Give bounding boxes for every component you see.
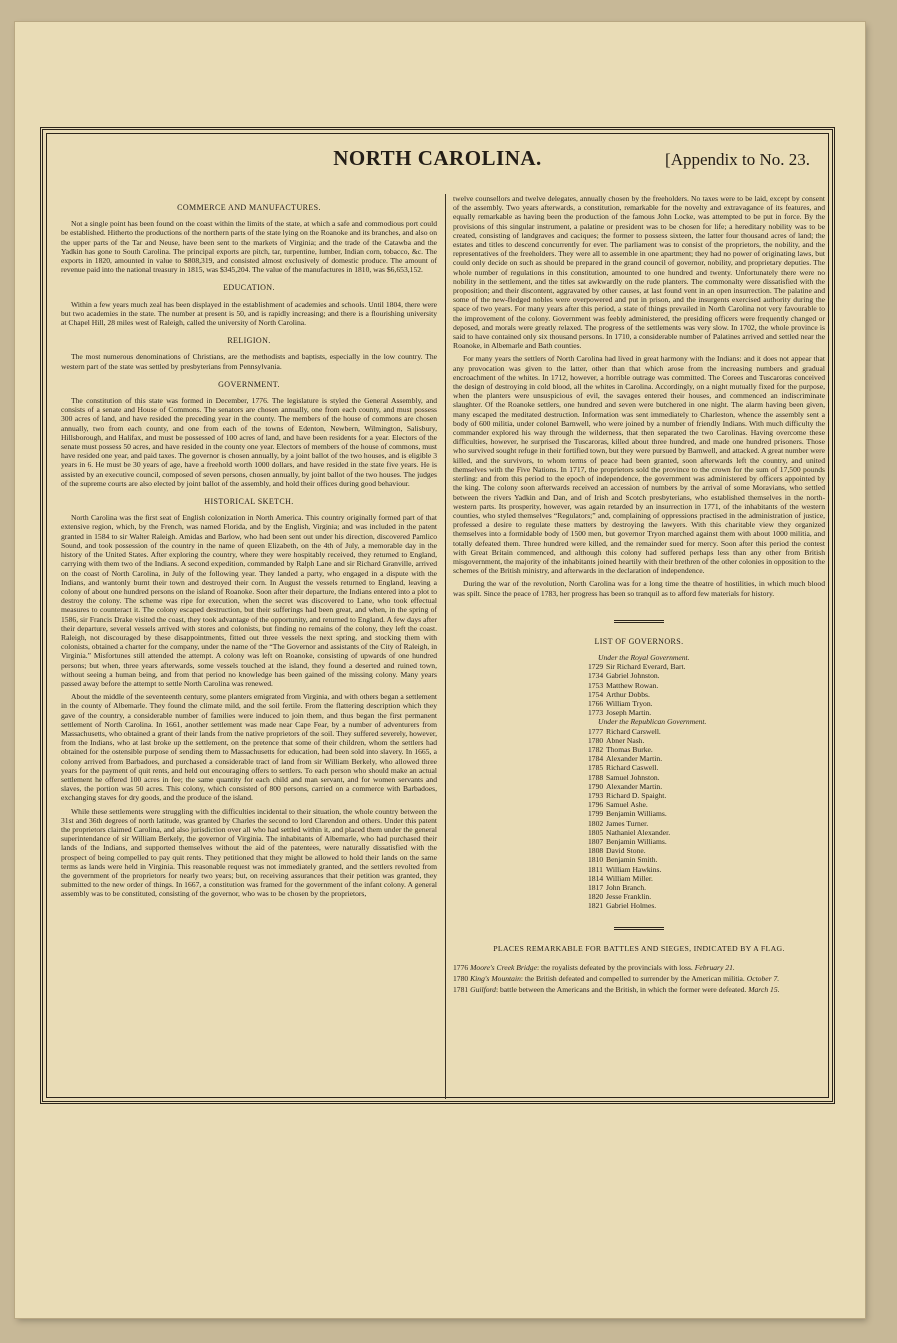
governor-name: Arthur Dobbs.	[606, 689, 650, 699]
governor-name: Richard D. Spaight.	[606, 790, 667, 800]
governor-entry	[588, 662, 825, 671]
governor-name: Alexander Martin.	[606, 754, 663, 764]
governor-name: Thomas Burke.	[606, 744, 653, 754]
governor-year: 1766	[588, 698, 604, 708]
royal-governors	[588, 662, 825, 717]
battle-place: Moore's Creek Bridge	[470, 962, 537, 972]
governor-entry	[588, 736, 825, 745]
governor-name: John Branch.	[606, 883, 647, 893]
governor-name: David Stone.	[606, 846, 646, 856]
governor-name: Richard Caswell.	[606, 763, 659, 773]
governor-year: 1777	[588, 726, 604, 736]
governor-year: 1785	[588, 763, 604, 773]
battle-year: 1776	[453, 962, 471, 972]
governor-year: 1753	[588, 680, 604, 690]
governor-name: James Turner.	[606, 818, 649, 828]
history-paragraph: While these settlements were struggling with the difficulties incidental to their situation, the whole country between the 31st and 36th degrees of north latitude, was granted by Charles the second to lord Clarendon and others. Under this patent the proprietors claimed Carolina, and also jurisdiction over all who had settled within it, and placed them under the general superintendance of sir William Berkely, the governor of Virginia. The inhabitants of Albemarle, who had purchased their lands of the Indians, and supported themselves without the aid of the patentees, were naturally dissatisfied with the prospect of being compelled to pay quit rents. They petitioned that they might be allowed to hold their lands on the same terms as lands were held in Virginia. This reasonable request was not immediately granted, and the settlers revolted from the government of the proprietors for nearly two years; but, on receiving assurances that their petition was granted, they submitted to the new order of things. In 1667, a constitution was framed for the government of the infant colony. A general assembly was to be constituted, consisting of the governor, who was to be chosen by the proprietors,	[61, 806, 437, 899]
governor-entry	[588, 745, 825, 754]
battle-description: : the British defeated and compelled to surrender by the American militia.	[520, 974, 747, 984]
republican-government-heading: Under the Republican Government.	[598, 717, 707, 727]
government-text: The constitution of this state was formed in December, 1776. The legislature is styled the General Assembly, and consists of a senate and House of Commons. The senators are chosen annually, one from each county, and must possess 300 acres of land, and have resided the preceding year in the county. The members of the house of commons are chosen annually, two from each county, and one from each of the towns of Edenton, Newbern, Wilmington, Salisbury, Hillsborough, and Halifax, and must be possessed of 100 acres of land, and have been residents for a year. Electors of the senate must possess 50 acres, and have resided in the county one year. Electors of members of the house of commons, must have resided one year, and paid taxes. The governor is chosen annually, by a joint ballot of the two houses, and is eligible 3 years in 6. He must be 30 years of age, have a freehold worth 1000 dollars, and have resided in the state five years. He is assisted by an executive council, composed of seven persons, chosen annually, by joint ballot of the two houses. The judges of the supreme courts are also elected by joint ballot of the assembly, and hold their offices during good behaviour.	[61, 396, 437, 488]
governor-name: Benjamin Smith.	[606, 855, 658, 865]
governor-name: Samuel Ashe.	[606, 800, 648, 810]
governor-entry	[588, 901, 825, 910]
governor-year: 1790	[588, 781, 604, 791]
royal-government-heading: Under the Royal Government.	[598, 652, 690, 662]
battle-year: 1781	[453, 985, 471, 995]
places-list	[453, 963, 825, 995]
governor-entry	[588, 763, 825, 772]
governor-entry	[588, 800, 825, 809]
governor-year: 1814	[588, 873, 604, 883]
section-rule	[614, 620, 664, 625]
left-column	[61, 194, 437, 903]
appendix-label: [Appendix to No. 23.	[665, 150, 810, 169]
governor-year: 1805	[588, 827, 604, 837]
governor-name: Gabriel Holmes.	[606, 901, 657, 911]
governor-name: Benjamin Williams.	[606, 837, 667, 846]
governor-entry	[588, 874, 825, 883]
governor-name: Sir Richard Everard, Bart.	[606, 662, 686, 672]
section-rule	[614, 927, 664, 932]
history-paragraph: twelve counsellors and twelve delegates, annually chosen by the freeholders. No taxes were to be laid, except by consent of the assembly. Two years afterwards, a constitution, remarkable for the novelty and extravagance of its features, and equally remarkable as having been the production of the famous John Locke, was attempted to be put in force. By the provisions of this singular instrument, a palatine or president was to be chosen for life; a hereditary nobility was to be created, consisting of landgraves and caciques; the former to possess sixteen, the latter four thousand acres of land; the estates and titles to descend concurrently for ever. The parliament was to consist of the proprietors, the nobility, and the representatives of the freeholders. They were all to assemble in one apartment; they had no power of originating laws, but could only decide on such as should be prepared in the grand council of governor, nobility, and proprietary deputies. The whole number of regulations in this constitution, amounted to one hundred and twenty. Unfortunately there were no nobility in the settlement, and the titles sat awkwardly on the rude planters. The commonalty were dissatisfied with the proposition; and their discontent, aggravated by other causes, at last found vent in an open insurrection. The palatine and some of the new-fledged nobles were overpowered and put in prison, and the insurgents exercised authority during the space of two years. For many years after this period, a state of things prevailed in North Carolina not very favourable to the improvement of the colony. Government was feebly administered, the presiding officers were frequently changed or deposed, and morals were greatly relaxed. The progress of the settlements was very slow. In 1702, the whole province is said to have contained only six thousand persons. In 1710, a considerable number of Palatines arrived and settled near the Roanoke, in Albemarle and Bath counties.	[453, 194, 825, 351]
battle-date: October 7.	[746, 974, 780, 984]
governor-entry	[588, 708, 825, 717]
governor-year: 1820	[588, 892, 604, 902]
governor-name: Matthew Rowan.	[606, 680, 659, 690]
education-text: Within a few years much zeal has been displayed in the establishment of academies and schools. Until 1804, there were but two academies in the state. The number at present is 50, and is rapidly increasing; and there is a flourishing university at Chapel Hill, 28 miles west of Raleigh, called the university of North Carolina.	[61, 299, 437, 328]
governor-year: 1796	[588, 800, 604, 810]
governor-year: 1799	[588, 809, 604, 819]
governor-year: 1782	[588, 744, 604, 754]
battle-place: Guilford	[470, 985, 496, 995]
education-heading: EDUCATION.	[223, 283, 275, 293]
governor-name: Gabriel Johnston.	[606, 671, 660, 681]
governor-entry	[588, 865, 825, 874]
governor-year: 1788	[588, 772, 604, 782]
governor-name: Abner Nash.	[606, 735, 645, 745]
governor-entry	[588, 837, 825, 846]
governor-entry	[588, 699, 825, 708]
governor-year: 1810	[588, 855, 604, 865]
governor-year: 1780	[588, 735, 604, 745]
page-title: NORTH CAROLINA.	[333, 146, 542, 170]
commerce-heading: COMMERCE AND MANUFACTURES.	[177, 203, 321, 212]
battle-description: : the royalists defeated by the provincials with loss.	[536, 962, 695, 972]
governor-name: Jesse Franklin.	[606, 892, 652, 902]
governor-year: 1808	[588, 846, 604, 856]
history-paragraph: During the war of the revolution, North Carolina was for a long time the theatre of hostilities, in which much blood was spilt. Since the peace of 1783, her progress has been so tranquil as to afford few materials for history.	[453, 579, 825, 598]
religion-text: The most numerous denominations of Christians, are the methodists and baptists, especially in the low country. The western part of the state was settled by presbyterians from Pennsylvania.	[61, 352, 437, 371]
governor-year: 1802	[588, 818, 604, 828]
governor-entry	[588, 883, 825, 892]
history-paragraph: North Carolina was the first seat of English colonization in North America. This country originally formed part of that extensive region, which, by the French, was named Florida, and by the English, Virginia; and was included in the patent granted in 1584 to sir Walter Raleigh. Amidas and Barlow, who had been sent out under his direction, discovered Pamlico Sound, and took possession of the country in the name of queen Elizabeth, on the 4th of July, a memorable day in the history of the United States. After exploring the country, where they were hospitably received, they returned to England, carrying with them two of the Indians. A second expedition, commanded by Ralph Lane and sir Richard Granville, arrived on the coast of North Carolina, in July of the following year. They landed a party, who engaged in a dispute with the Indians, and wantonly burnt their town and destroyed their corn. In August the vessels returned to England, leaving a colony of about one hundred persons on the island of Roanoke. Soon after their departure, the Indians entered into a plot to destroy the colony. The scheme was ripe for execution, when the secret was discovered to Lane, who took effectual measures to counteract it. The colony escaped destruction, but their sufferings had been great, and when, in the spring of 1586, sir Francis Drake visited the coast, they took advantage of the opportunity, and returned to England. A few days after their departure, several vessels arrived with stores and colonists, but finding no remains of the colony, they left the coast. Raleigh, not discouraged by these disappointments, fitted out three vessels the next spring, and stocking them with colonists, obtained a charter for the company, under the name of the “The Governor and assistants of the City of Raleigh, in Virginia.” Misfortunes still attended the attempt. A colony was left on Roanoke, consisting of upwards of one hundred persons; but when, three years afterwards, some vessels touched at the island, they found a deserted and ruined town, without seeing a human being, and from that period no knowledge has been gained of the missing colony. Many years passed away before the attempt to settle North Carolina was renewed.	[61, 513, 437, 688]
inner-frame	[46, 133, 829, 1098]
governor-year: 1773	[588, 708, 604, 718]
battle-date: February 21.	[694, 962, 735, 972]
governor-entry	[588, 809, 825, 818]
column-divider	[445, 194, 446, 1099]
governor-name: William Hawkins.	[606, 864, 662, 874]
document-page	[15, 22, 865, 1318]
governor-entry	[588, 892, 825, 901]
governor-year: 1811	[588, 864, 603, 874]
governor-entry	[588, 791, 825, 800]
bordered-frame	[40, 127, 835, 1104]
governor-name: Samuel Johnston.	[606, 772, 660, 782]
battle-entry	[453, 974, 825, 983]
governors-list	[588, 653, 825, 911]
governor-name: Richard Carswell.	[606, 726, 661, 736]
commerce-text: Not a single point has been found on the coast within the limits of the state, at which a safe and commodious port could be established. Hitherto the productions of the northern parts of the state lying on the Roanoke and its branches, and also on the upper parts of the Tar and Neuse, have been sent to the markets of Virginia; and the trade of the Catawba and the Yadkin has gone to South Carolina. The principal exports are pitch, tar, turpentine, lumber, Indian corn, tobacco, &c. The exports in 1820, amounted in value to $808,319, and consisted almost exclusively of domestic produce. The amount of revenue paid into the national treasury in 1815, was $345,204. The value of the manufactures in 1810, was $6,653,152.	[61, 219, 438, 275]
governor-year: 1754	[588, 689, 604, 699]
governor-year: 1729	[588, 662, 604, 672]
governor-entry	[588, 690, 825, 699]
governor-entry	[588, 773, 825, 782]
history-paragraph: About the middle of the seventeenth century, some planters emigrated from Virginia, and with others began a settlement in the county of Albemarle. They found the climate mild, and the soil fertile. From the flattering description which they gave of the country, a considerable number of families were induced to join them, and thus began the first permanent settlement of North Carolina. In 1661, another settlement was made near Cape Fear, by a number of adventurers from Massachusetts, who obtained a grant of their lands from the native proprietors of the soil. They suffered severely, however, from the Indians, who at last broke up the settlement, on the pretence that some of their children, whom the settlers had obtained for the ostensible purpose of sending them to Massachusetts for education, had been sold into slavery. In 1665, a colony arrived from Barbadoes, and purchased a considerable tract of land from sir William Berkely, who allowed three years for the payment of quit rents, and held out encouraging offers to settlers. To each person who should make an actual settlement he offered 100 acres in fee; the same quantity for each child and man servant, and for women servants and slaves, the portion was 50 acres. This colony, which consisted of 800 persons, carried on a commerce with Barbadoes, exchanging staves for dry goods, and the produce of the island.	[61, 692, 437, 803]
governor-entry	[588, 846, 825, 855]
governor-year: 1784	[588, 754, 604, 764]
governor-year: 1793	[588, 790, 604, 800]
battle-entry	[453, 985, 825, 994]
battle-place: King's Mountain	[470, 974, 521, 984]
governor-name: Joseph Martin.	[606, 708, 652, 718]
battle-description: : battle between the Americans and the British, in which the former were defeated.	[495, 985, 749, 995]
governor-entry	[588, 754, 825, 763]
history-heading: HISTORICAL SKETCH.	[204, 497, 294, 507]
governor-year: 1807	[588, 837, 604, 846]
republican-governors	[588, 727, 825, 911]
governor-entry	[588, 828, 825, 837]
governor-year: 1734	[588, 671, 604, 681]
right-column	[453, 194, 825, 996]
religion-heading: RELIGION.	[227, 336, 271, 346]
governor-entry	[588, 819, 825, 828]
governor-entry	[588, 782, 825, 791]
governors-heading: LIST OF GOVERNORS.	[594, 636, 684, 646]
history-paragraph: For many years the settlers of North Carolina had lived in great harmony with the Indians: and it does not appear that any provocation was given to the latter, other than that which arose from the increasing numbers and gradual encroachment of the whites. In 1712, however, a horrible outrage was committed. The Corees and Tuscaroras conceived the design of destroying in cold blood, all the whites in Carolina. Accordingly, on a night mutually fixed for the purpose, when the planters were unsuspicious of evil, the savages entered their houses, and commenced an indiscriminate slaughter. Of the Roanoke settlers, one hundred and seven were butchered in one night. The alarm having been given, many escaped the meditated destruction. Information was sent immediately to Charleston, whence the assembly sent a body of 600 militia, under colonel Barnwell, who were joined by a number of friendly Indians. With much difficulty the commander explored his way through the wilderness, that then separated the two Carolinas. Having overcome these difficulties, however, he surprised the Tuscaroras, killed about three hundred, and made one hundred prisoners. Those who survived sought refuge in their fortified town, but they were pursued by Barnwell, and attacked. A great number were killed, and the survivors, to whom terms of peace had been granted, soon afterwards left the country, and united themselves with the Five Nations. In 1717, the proprietors sold the province to the crown for the sum of 17,500 pounds sterling: and from this period to the epoch of independence, the government was administered by officers appointed by the king. The colony soon afterwards received an accession of numbers by the arrival of some Moravians, who settled between the rivers Yadkin and Dan, and of Irish and Scotch presbyterians, who established themselves in the north-western parts. Its prosperity, however, was again retarded by an insurrection in 1771, of the inhabitants of the western counties, who styled themselves “Regulators;” and, complaining of oppressions practised in the administration of justice, professed a desire to regulate these matters by destroying the lawyers. With this charitable view they organized themselves into a formidable body of 1500 men, but governor Tryon marched against them with about 1000 militia, and totally defeated them. Three hundred were killed, and the remainder sued for mercy. Soon after this period the contest with Great Britain commenced, and although this colony had suffered perhaps less than any other from British misgovernment, the majority of the inhabitants joined heartily with their brethren of the other colonies in opposition to the schemes of the British ministry, and afterwards in the declaration of independence.	[453, 354, 825, 576]
government-heading: GOVERNMENT.	[218, 379, 280, 389]
governor-entry	[588, 671, 825, 680]
battle-entry	[453, 963, 825, 972]
places-heading: PLACES REMARKABLE FOR BATTLES AND SIEGES, INDICATED BY A FLAG.	[493, 943, 785, 953]
governor-year: 1821	[588, 901, 604, 911]
governor-entry	[588, 681, 825, 690]
governor-name: Nathaniel Alexander.	[606, 827, 671, 837]
governor-name: Alexander Martin.	[606, 781, 663, 791]
governor-entry	[588, 727, 825, 736]
governor-name: William Tryon.	[606, 698, 653, 708]
governor-year: 1817	[588, 883, 604, 893]
governor-name: William Miller.	[606, 873, 653, 883]
governor-name: Benjamin Williams.	[606, 809, 667, 819]
governor-entry	[588, 855, 825, 864]
battle-year: 1780	[453, 974, 471, 984]
battle-date: March 15.	[748, 985, 780, 995]
